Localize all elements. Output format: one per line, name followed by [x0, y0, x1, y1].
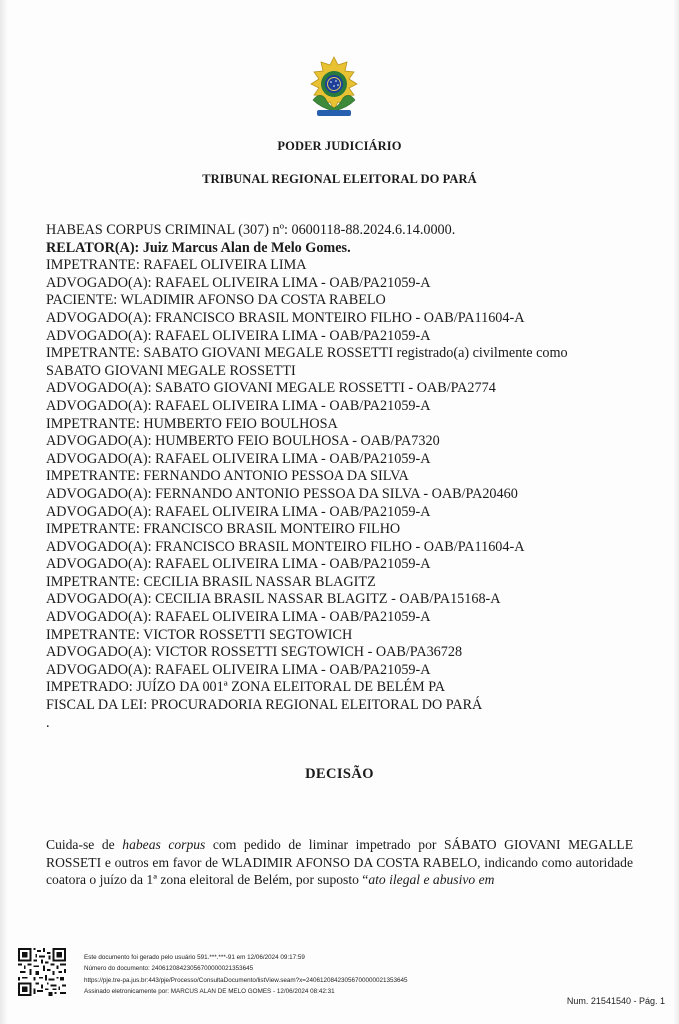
party-line: ADVOGADO(A): RAFAEL OLIVEIRA LIMA - OAB/PA21059-A — [46, 503, 431, 520]
party-line: FISCAL DA LEI: PROCURADORIA REGIONAL ELEITORAL DO PARÁ — [46, 697, 483, 714]
document-url-link[interactable]: https://pje.tre-pa.jus.br:443/pje/Processo/ConsultaDocumento/listView.seam?x=24061208423056700000021353645 — [84, 976, 408, 984]
party-line: IMPETRANTE: SABATO GIOVANI MEGALE ROSSETTI registrado(a) civilmente como — [46, 345, 568, 362]
generated-by-text: Este documento foi gerado pelo usuário 591.***.***-91 em 12/06/2024 09:17:59 — [84, 954, 305, 961]
party-line: ADVOGADO(A): SABATO GIOVANI MEGALE ROSSETTI - OAB/PA2774 — [46, 380, 496, 397]
party-line: ADVOGADO(A): FRANCISCO BRASIL MONTEIRO FILHO - OAB/PA11604-A — [46, 309, 525, 326]
party-line: ADVOGADO(A): RAFAEL OLIVEIRA LIMA - OAB/PA21059-A — [46, 556, 431, 573]
party-line: ADVOGADO(A): FERNANDO ANTONIO PESSOA DA SILVA - OAB/PA20460 — [46, 485, 518, 502]
party-line: ADVOGADO(A): RAFAEL OLIVEIRA LIMA - OAB/PA21059-A — [46, 661, 431, 678]
paragraph-text-italic: habeas corpus — [122, 837, 206, 852]
party-line: . — [46, 714, 50, 731]
paragraph-text-c: com pedido de liminar impetrado por SÁBATO GIOVANI MEGALLE ROSSETI e outros em favor de WLADIMIR AFONSO DA COSTA RABELO, indicando como autoridade coatora o juízo da 1ª zona eleitoral de Belém, por suposto “ — [46, 837, 633, 887]
decision-paragraph — [46, 836, 633, 889]
signature-metadata — [84, 952, 408, 998]
party-line: ADVOGADO(A): HUMBERTO FEIO BOULHOSA - OAB/PA7320 — [46, 433, 440, 450]
document-footer — [0, 940, 679, 1024]
party-line: HABEAS CORPUS CRIMINAL (307) nº: 0600118-88.2024.6.14.0000. — [46, 222, 456, 238]
paragraph-text-quote: ato ilegal e abusivo em — [368, 872, 495, 887]
document-number-text: Número do documento: 24061208423056700000021353645 — [84, 965, 254, 973]
party-line: ADVOGADO(A): VICTOR ROSSETTI SEGTOWICH - OAB/PA36728 — [46, 644, 463, 661]
party-line: ADVOGADO(A): CECILIA BRASIL NASSAR BLAGITZ - OAB/PA15168-A — [46, 591, 501, 608]
party-line: IMPETRANTE: FRANCISCO BRASIL MONTEIRO FILHO — [46, 521, 401, 538]
header-line-judiciary: PODER JUDICIÁRIO — [277, 139, 402, 153]
decision-title: DECISÃO — [305, 766, 374, 782]
party-line: IMPETRANTE: CECILIA BRASIL NASSAR BLAGITZ — [46, 573, 376, 590]
signed-by-text: Assinado eletronicamente por: MARCUS ALAN DE MELO GOMES - 12/06/2024 08:42:31 — [84, 988, 335, 996]
parties-list — [46, 222, 646, 732]
page-number: Num. 21541540 - Pág. 1 — [566, 996, 665, 1006]
party-line: ADVOGADO(A): RAFAEL OLIVEIRA LIMA - OAB/PA21059-A — [46, 397, 431, 414]
party-line: IMPETRANTE: HUMBERTO FEIO BOULHOSA — [46, 415, 338, 432]
party-line: IMPETRANTE: RAFAEL OLIVEIRA LIMA — [46, 257, 307, 274]
party-line: ADVOGADO(A): RAFAEL OLIVEIRA LIMA - OAB/PA21059-A — [46, 450, 431, 467]
party-line: ADVOGADO(A): RAFAEL OLIVEIRA LIMA - OAB/PA21059-A — [46, 274, 431, 291]
coat-of-arms-emblem — [305, 56, 363, 118]
party-line: IMPETRANTE: FERNANDO ANTONIO PESSOA DA SILVA — [46, 468, 409, 485]
party-line: IMPETRANTE: VICTOR ROSSETTI SEGTOWICH — [46, 626, 353, 643]
qr-code-icon[interactable] — [18, 948, 66, 996]
party-line: SABATO GIOVANI MEGALE ROSSETTI — [46, 362, 296, 379]
header-line-tribunal: TRIBUNAL REGIONAL ELEITORAL DO PARÁ — [202, 172, 477, 186]
party-line: RELATOR(A): Juiz Marcus Alan de Melo Gomes. — [46, 239, 351, 256]
party-line: ADVOGADO(A): RAFAEL OLIVEIRA LIMA - OAB/PA21059-A — [46, 609, 431, 626]
party-line: ADVOGADO(A): RAFAEL OLIVEIRA LIMA - OAB/PA21059-A — [46, 327, 431, 344]
party-line: PACIENTE: WLADIMIR AFONSO DA COSTA RABELO — [46, 292, 386, 309]
paragraph-text-a: Cuida-se de — [46, 837, 123, 852]
party-line: ADVOGADO(A): FRANCISCO BRASIL MONTEIRO FILHO - OAB/PA11604-A — [46, 538, 525, 555]
party-line: IMPETRADO: JUÍZO DA 001ª ZONA ELEITORAL DE BELÉM PA — [46, 679, 446, 696]
decision-body — [46, 836, 633, 889]
